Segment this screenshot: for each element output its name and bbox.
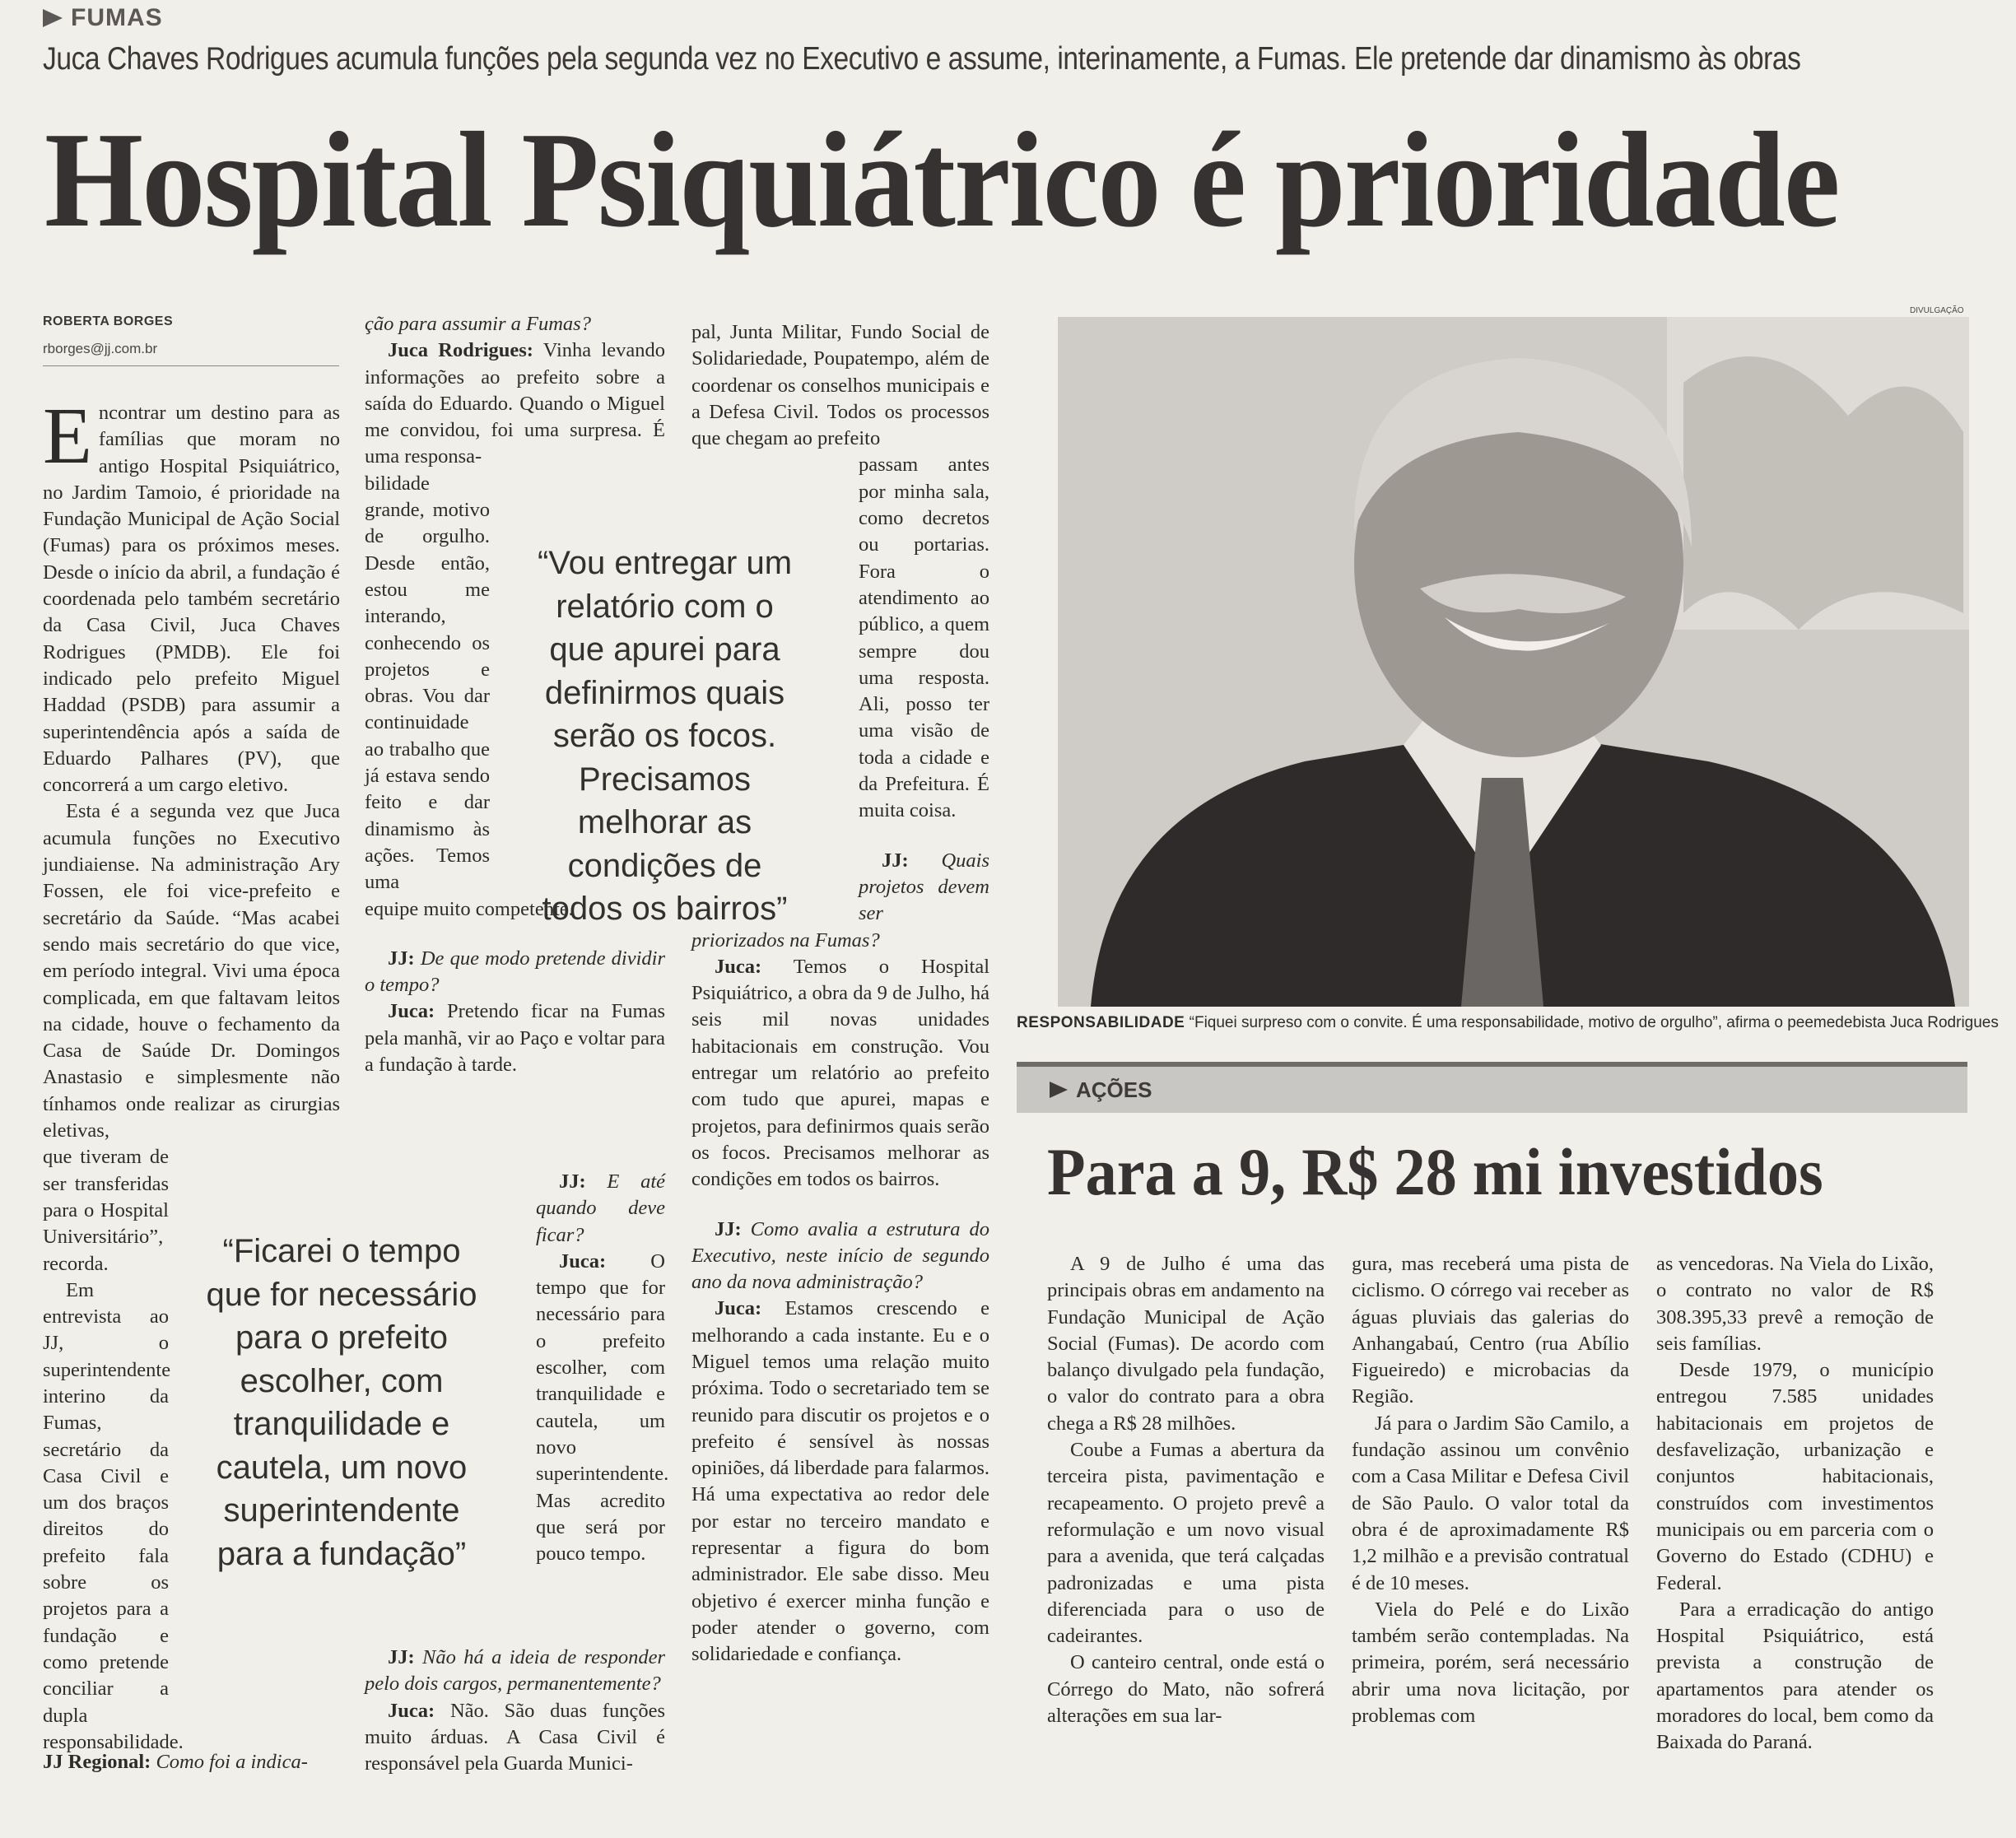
question: JJ: E até quando deve ficar? [536, 1170, 665, 1246]
headline: Hospital Psiquiátrico é prioridade [44, 104, 1839, 255]
column-2b [536, 1169, 669, 1567]
paragraph: Já para o Jardim São Camilo, a fundação assinou um convênio com a Casa Militar e Defesa Civil de São Paulo. O valor total da obra é de aproximadamente R$ 1,2 milhão e a previsão contratual é de 10 meses. [1352, 1412, 1629, 1594]
sidebar-column-1 [1047, 1251, 1325, 1729]
paragraph: A 9 de Julho é uma das principais obras em andamento na Fundação Municipal de Ação Social (Fumas). De acordo com balanço divulgado pela fundação, o valor do contrato para a obra chega a R$ 28 milhões. [1047, 1253, 1325, 1435]
paragraph: as vencedoras. Na Viela do Lixão, o contrato no valor de R$ 308.395,33 prevê a remoção de seis famílias. [1656, 1253, 1934, 1355]
question: JJ: Como avalia a estrutura do Executivo, neste início de segundo ano da nova administração? [691, 1217, 989, 1294]
question: JJ: Quais projetos devem ser [859, 849, 989, 925]
sidebar-headline: Para a 9, R$ 28 mi investidos [1047, 1134, 1823, 1209]
column-2-footer [365, 1645, 665, 1777]
arrow-right-icon [43, 9, 63, 27]
answer: Juca: Temos o Hospital Psiquiátrico, a obra da 9 de Julho, há seis mil novas unidades habitacionais em construção. Vou entregar um relatório ao prefeito com tudo que apurei, mapas e projetos, para definirmos quais serão os focos. Precisamos melhorar as condições em todos os bairros. [691, 955, 990, 1191]
paragraph: Para a erradicação do antigo Hospital Psiquiátrico, está prevista a construção de apartamentos para atender os moradores do local, bem como da Baixada do Paraná. [1656, 1598, 1934, 1754]
portrait-photo [1058, 317, 1969, 1007]
pull-quote-2: “Ficarei o tempo que for necessário para o prefeito escolher, com tranquilidade e cautela, um novo superintendente para a fundação” [206, 1233, 477, 1572]
author-email: rborges@jj.com.br [43, 341, 158, 356]
answer: Juca: Não. São duas funções muito árduas. A Casa Civil é responsável pela Guarda Munici- [365, 1699, 666, 1775]
question: JJ: De que modo pretende dividir o tempo? [365, 947, 666, 997]
answer: Juca: O tempo que for necessário para o prefeito escolher, com tranquilidade e cautela, um novo superintendente. Mas acredito que será por pouco tempo. [536, 1249, 669, 1566]
sidebar-column-2 [1352, 1251, 1629, 1729]
sidebar-column-3 [1656, 1251, 1934, 1757]
column-1-footer [43, 1749, 340, 1775]
photo-caption [1017, 1014, 1999, 1032]
answer: Juca: Estamos crescendo e melhorando a cada instante. Eu e o Miguel temos uma relação muito próxima. Todo o secretariado tem se reunido para discutir os projetos e o prefeito é sensível às nossas opiniões, dá liberdade para falarmos. Há uma expectativa ao redor dele por estar no terceiro mandato e representar a figura do bom administrador. Ele sabe disso. Meu objetivo é exercer minha função e poder atender o governo, com solidariedade e confiança. [691, 1297, 989, 1666]
photo-foliage [1683, 356, 1963, 630]
paragraph: Desde 1979, o município entregou 7.585 unidades habitacionais em projetos de desfavelização, urbanização e conjuntos habitacionais, construídos com investimentos municipais ou em parceria com o Governo do Estado (CDHU) e Federal. [1656, 1359, 1934, 1594]
sidebar-label: AÇÕES [1076, 1077, 1152, 1102]
paragraph: Esta é a segunda vez que Juca acumula funções no Executivo jundiaiense. Na administração Ary Fossen, ele foi vice-prefeito e secretário da Saúde. “Mas acabei sendo mais secretário do que vice, em período integral. Vivi uma época complicada, em que faltavam leitos na cidade, houve o fechamento da Casa de Saúde Dr. Domingos Anastasio e simplesmente não tínhamos onde realizar as cirurgias eletivas, [43, 800, 340, 1142]
paragraph: O canteiro central, onde está o Córrego do Mato, não sofrerá alterações em sua lar- [1047, 1651, 1325, 1728]
paragraph: que tiveram de ser transferidas para o Hospital Universitário”, recorda. [43, 1146, 169, 1275]
lead-paragraph: Encontrar um destino para as famílias que moram no antigo Hospital Psiquiátrico, no Jardim Tamoio, é prioridade na Fundação Municipal de Ação Social (Fumas) para os próximos meses. Desde o início da abril, a fundação é coordenada pelo também secretário da Casa Civil, Juca Chaves Rodrigues (PMDB). Ele foi indicado pelo prefeito Miguel Haddad (PSDB) para assumir a superintendência após a saída de Eduardo Palhares (PV), que concorrerá a um cargo eletivo. [43, 392, 340, 797]
narrow-column [43, 1144, 184, 1756]
section-tag [43, 3, 163, 33]
answer-cont: bilidade grande, motivo de orgulho. Desde então, estou me interando, conhecendo os projetos e obras. Vou dar continuidade ao trabalho que já estava sendo feito e dar dinamismo às ações. Temos uma [365, 472, 490, 894]
answer: Juca Rodrigues: Vinha levando informações ao prefeito sobre a saída do Eduardo. Quando o Miguel me convidou, foi uma surpresa. É uma responsa- [365, 339, 665, 468]
paragraph: gura, mas receberá uma pista de ciclismo. O córrego vai receber as águas pluviais das galerias do Anhangabaú, Centro (rua Abílio Figueiredo) e microbacias da Região. [1352, 1253, 1629, 1408]
paragraph: Coube a Fumas a abertura da terceira pista, pavimentação e recapeamento. O projeto prevê a reformulação e um novo visual para a avenida, que terá calçadas padronizadas e uma pista diferenciada para o uso de cadeirantes. [1047, 1439, 1325, 1648]
narrow-column [365, 471, 490, 896]
answer: Juca: Pretendo ficar na Fumas pela manhã, vir ao Paço e voltar para a fundação à tarde. [365, 1000, 666, 1077]
paragraph: Viela do Pelé e do Lixão também serão contempladas. Na primeira, porém, será necessário abrir uma nova licitação, por problemas com [1352, 1598, 1629, 1728]
answer-cont: pal, Junta Militar, Fundo Social de Solidariedade, Poupatempo, além de coordenar os conselhos municipais e a Defesa Civil. Todos os processos que chegam ao prefeito [691, 321, 989, 450]
byline-rule [43, 365, 339, 366]
portrait-illustration [1058, 317, 1969, 1007]
photo-credit: DIVULGAÇÃO [1910, 306, 1964, 315]
answer-cont: passam antes por minha sala, como decretos ou portarias. Fora o atendimento ao público, a quem sempre dou uma resposta. Ali, posso ter uma visão de toda a cidade e da Prefeitura. É muita coisa. [859, 454, 989, 822]
arrow-right-icon [1050, 1082, 1068, 1098]
pull-quote-1: “Vou entregar um relatório com o que apurei para definirmos quais serão os focos. Precisamos melhorar as condições de todos os bairros” [537, 545, 793, 927]
question: JJ Regional: Como foi a indica- [43, 1751, 308, 1773]
question: JJ: Não há a ideia de responder pelo dois cargos, permanentemente? [365, 1646, 666, 1696]
question-end: priorizados na Fumas? [691, 928, 880, 952]
caption-text: “Fiquei surpreso com o convite. É uma responsabilidade, motivo de orgulho”, afirma o peemedebista Juca Rodrigues [1189, 1014, 1999, 1031]
paragraph: Em entrevista ao JJ, o superintendente interino da Fumas, secretário da Casa Civil e um dos braços direitos do prefeito fala sobre os projetos para a fundação e como pretende conciliar a dupla responsabilidade. [43, 1278, 184, 1753]
answer-end: equipe muito competente. [365, 897, 574, 920]
narrow-column [859, 452, 989, 927]
column-3 [691, 319, 989, 1668]
kicker: Juca Chaves Rodrigues acumula funções pela segunda vez no Executivo e assume, interinamente, a Fumas. Ele pretende dar dinamismo às obras [43, 41, 1801, 77]
section-label: FUMAS [71, 4, 163, 31]
byline [43, 314, 339, 366]
sidebar-header-bar [1017, 1062, 1967, 1113]
author-name: ROBERTA BORGES [43, 314, 174, 328]
caption-label: RESPONSABILIDADE [1017, 1014, 1185, 1031]
question: ção para assumir a Fumas? [365, 313, 591, 335]
drop-cap: E [43, 392, 92, 481]
